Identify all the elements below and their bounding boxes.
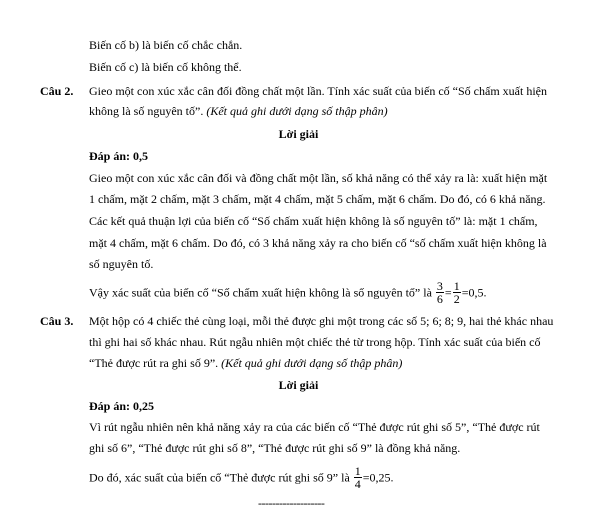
question-3-solution-heading: Lời giải — [278, 378, 319, 392]
question-2-body-1: Gieo một con xúc xắc cân đối và đồng chất một lần, số khả năng có thể xảy ra là: xuất hiện mặt — [89, 171, 548, 185]
question-3-conclusion-text: Do đó, xác suất của biến cố “Thẻ được rút ghi số 9” là — [89, 470, 350, 485]
fraction-numerator: 1 — [453, 279, 460, 293]
question-3-line-2: thì ghi hai số khác nhau. Rút ngẫu nhiên một chiếc thẻ từ trong hộp. Tính xác suất của biến cố — [89, 335, 541, 349]
question-3-body-1: Vì rút ngẫu nhiên nên khả năng xảy ra của các biến cố “Thẻ được rút ghi số 5”, “Thẻ được rút — [89, 420, 540, 434]
question-3-answer-label: Đáp án: — [89, 399, 131, 413]
section-divider: ------------------- — [258, 496, 325, 510]
question-3-answer-value: 0,25 — [133, 399, 155, 413]
question-2-number: Câu 2. — [40, 84, 74, 98]
question-2-body-5: số nguyên tố. — [89, 257, 154, 271]
question-2-fraction-3-6 — [436, 280, 444, 305]
question-2-result: 0,5. — [468, 285, 487, 300]
question-2-answer-label: Đáp án: — [89, 149, 131, 163]
question-2-line-2-text: không là số nguyên tố”. — [89, 104, 204, 118]
question-3-note: (Kết quả ghi dưới dạng số thập phân) — [221, 356, 403, 370]
question-2-answer — [89, 149, 148, 164]
fraction-denominator: 2 — [453, 292, 460, 306]
question-2-body-3: Các kết quả thuận lợi của biến cố “Số chấm xuất hiện không là số nguyên tố” là: mặt 1 chấm, — [89, 214, 538, 228]
question-2-answer-value: 0,5 — [133, 149, 149, 163]
question-3-number: Câu 3. — [40, 314, 74, 328]
question-3-fraction-1-4 — [354, 465, 362, 490]
question-2-fraction-1-2 — [453, 280, 461, 305]
fraction-denominator: 4 — [354, 477, 361, 491]
question-2-body-4: mặt 4 chấm, mặt 6 chấm. Do đó, có 3 khả năng xảy ra cho biến cố “số chấm xuất hiện không là — [89, 236, 547, 250]
intro-line-1: Biến cố b) là biến cố chắc chắn. — [89, 38, 243, 52]
fraction-denominator: 6 — [436, 292, 443, 306]
question-2-body-2: 1 chấm, mặt 2 chấm, mặt 3 chấm, mặt 4 chấm, mặt 5 chấm, mặt 6 chấm. Do đó, có 6 khả năng. — [89, 192, 546, 206]
intro-line-2: Biến cố c) là biến cố không thể. — [89, 60, 242, 74]
question-3-conclusion: Do đó, xác suất của biến cố “Thẻ được rút ghi số 9” là $\frac{1}{4}$ =0,25. — [89, 464, 394, 491]
question-3-answer — [89, 399, 154, 414]
question-2-line-1: Gieo một con xúc xắc cân đối đồng chất một lần. Tính xác suất của biến cố “Số chấm xuất hiện — [89, 84, 547, 98]
question-2-solution-heading: Lời giải — [278, 127, 319, 141]
question-2-conclusion-text: Vậy xác suất của biến cố “Số chấm xuất hiện không là số nguyên tố” là — [89, 285, 432, 300]
fraction-numerator: 3 — [436, 279, 443, 293]
question-2-conclusion: Vậy xác suất của biến cố “Số chấm xuất hiện không là số nguyên tố” là $\frac{3}{6}$ = $\frac{1}{2}$ =0,5. — [89, 279, 487, 306]
question-3-line-3 — [89, 356, 402, 371]
fraction-numerator: 1 — [354, 464, 361, 478]
question-3-body-2: ghi số 6”, “Thẻ được rút ghi số 8”, “Thẻ được rút ghi số 9” là đồng khả năng. — [89, 441, 461, 455]
question-3-line-1: Một hộp có 4 chiếc thẻ cùng loại, mỗi thẻ được ghi một trong các số 5; 6; 8; 9, hai thẻ khác nhau — [89, 314, 554, 328]
question-3-line-3-text: “Thẻ được rút ra ghi số 9”. — [89, 356, 219, 370]
question-2-line-2 — [89, 104, 388, 119]
question-3-result: 0,25. — [369, 470, 394, 485]
question-2-note: (Kết quả ghi dưới dạng số thập phân) — [206, 104, 388, 118]
